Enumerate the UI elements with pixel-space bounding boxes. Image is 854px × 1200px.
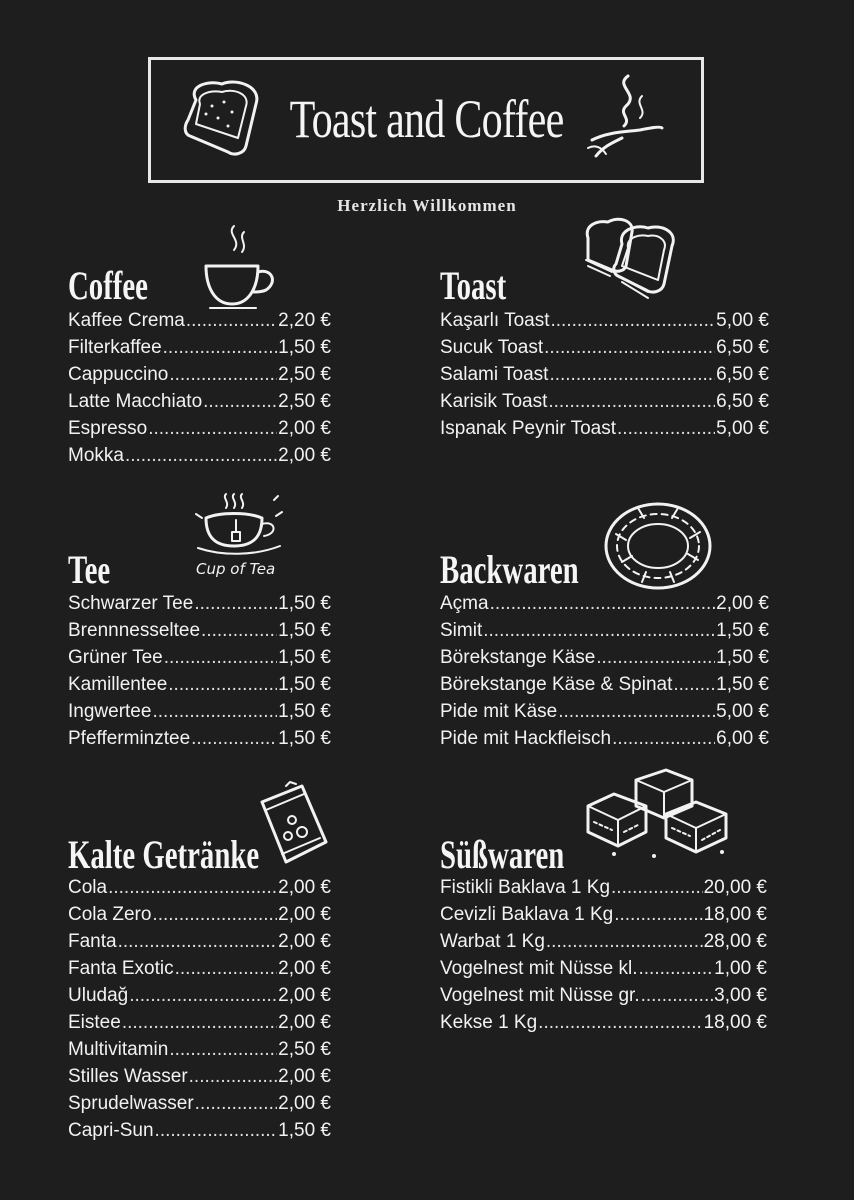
toast-list bbox=[440, 310, 769, 445]
menu-item: Ispanak Peynir Toast ..... 5,00 € bbox=[440, 418, 769, 445]
menu-item: Sucuk Toast ..... 6,50 € bbox=[440, 337, 769, 364]
menu-item: Börekstange Käse & Spinat ..... 1,50 € bbox=[440, 674, 769, 701]
menu-item: Kaffee Crema ..... 2,20 € bbox=[68, 310, 331, 337]
menu-item: Fistikli Baklava 1 Kg ..... 20,00 € bbox=[440, 877, 767, 904]
menu-item: Fanta Exotic ..... 2,00 € bbox=[68, 958, 331, 985]
menu-item: Sprudelwasser ..... 2,00 € bbox=[68, 1093, 331, 1120]
menu-item: Warbat 1 Kg ..... 28,00 € bbox=[440, 931, 767, 958]
simit-bagel-icon bbox=[602, 500, 714, 592]
coffee-list bbox=[68, 310, 331, 472]
page-title: Toast and Coffee bbox=[289, 89, 564, 149]
menu-item: Açma ..... 2,00 € bbox=[440, 593, 769, 620]
menu-item: Kamillentee ..... 1,50 € bbox=[68, 674, 331, 701]
tea-icon-caption: Cup of Tea bbox=[196, 560, 276, 578]
menu-item: Filterkaffee ..... 1,50 € bbox=[68, 337, 331, 364]
menu-item: Mokka ..... 2,00 € bbox=[68, 445, 331, 472]
menu-item: Latte Macchiato ..... 2,50 € bbox=[68, 391, 331, 418]
menu-item: Karisik Toast ..... 6,50 € bbox=[440, 391, 769, 418]
menu-item: Multivitamin ..... 2,50 € bbox=[68, 1039, 331, 1066]
section-title-tee: Tee bbox=[68, 547, 111, 592]
menu-item: Eistee ..... 2,00 € bbox=[68, 1012, 331, 1039]
menu-item: Börekstange Käse ..... 1,50 € bbox=[440, 647, 769, 674]
menu-item: Salami Toast ..... 6,50 € bbox=[440, 364, 769, 391]
menu-item: Schwarzer Tee ..... 1,50 € bbox=[68, 593, 331, 620]
section-title-backwaren: Backwaren bbox=[440, 547, 579, 592]
tee-list bbox=[68, 593, 331, 755]
menu-item: Vogelnest mit Nüsse kl. ..... 1,00 € bbox=[440, 958, 767, 985]
section-title-kalte-getraenke: Kalte Getränke bbox=[68, 832, 260, 877]
menu-item: Cola ..... 2,00 € bbox=[68, 877, 331, 904]
menu-item: Grüner Tee ..... 1,50 € bbox=[68, 647, 331, 674]
coffee-cup-icon bbox=[200, 222, 280, 312]
toast-slices-icon bbox=[582, 214, 708, 304]
backwaren-list bbox=[440, 593, 769, 755]
menu-item: Cevizli Baklava 1 Kg ..... 18,00 € bbox=[440, 904, 767, 931]
page-subtitle: Herzlich Willkommen bbox=[337, 196, 517, 215]
menu-item: Pfefferminztee ..... 1,50 € bbox=[68, 728, 331, 755]
menu-item: Cappuccino ..... 2,50 € bbox=[68, 364, 331, 391]
menu-item: Ingwertee ..... 1,50 € bbox=[68, 701, 331, 728]
menu-item: Capri-Sun ..... 1,50 € bbox=[68, 1120, 331, 1147]
soda-can-icon bbox=[256, 780, 332, 870]
section-title-toast: Toast bbox=[440, 263, 507, 308]
menu-item: Cola Zero ..... 2,00 € bbox=[68, 904, 331, 931]
menu-item: Vogelnest mit Nüsse gr. ..... 3,00 € bbox=[440, 985, 767, 1012]
menu-item: Brennnesseltee ..... 1,50 € bbox=[68, 620, 331, 647]
menu-item: Stilles Wasser ..... 2,00 € bbox=[68, 1066, 331, 1093]
menu-item: Espresso ..... 2,00 € bbox=[68, 418, 331, 445]
baklava-icon bbox=[584, 766, 730, 862]
kalte-getraenke-list bbox=[68, 877, 331, 1147]
menu-item: Pide mit Käse ..... 5,00 € bbox=[440, 701, 769, 728]
menu-item: Pide mit Hackfleisch ..... 6,00 € bbox=[440, 728, 769, 755]
tea-cup-icon bbox=[192, 490, 286, 556]
menu-item: Fanta ..... 2,00 € bbox=[68, 931, 331, 958]
menu-item: Uludağ ..... 2,00 € bbox=[68, 985, 331, 1012]
suesswaren-list bbox=[440, 877, 767, 1039]
menu-item: Kaşarlı Toast ..... 5,00 € bbox=[440, 310, 769, 337]
section-title-coffee: Coffee bbox=[68, 263, 148, 308]
section-title-suesswaren: Süßwaren bbox=[440, 832, 565, 877]
menu-item: Kekse 1 Kg ..... 18,00 € bbox=[440, 1012, 767, 1039]
steaming-coffee-icon bbox=[584, 72, 664, 168]
menu-item: Simit ..... 1,50 € bbox=[440, 620, 769, 647]
